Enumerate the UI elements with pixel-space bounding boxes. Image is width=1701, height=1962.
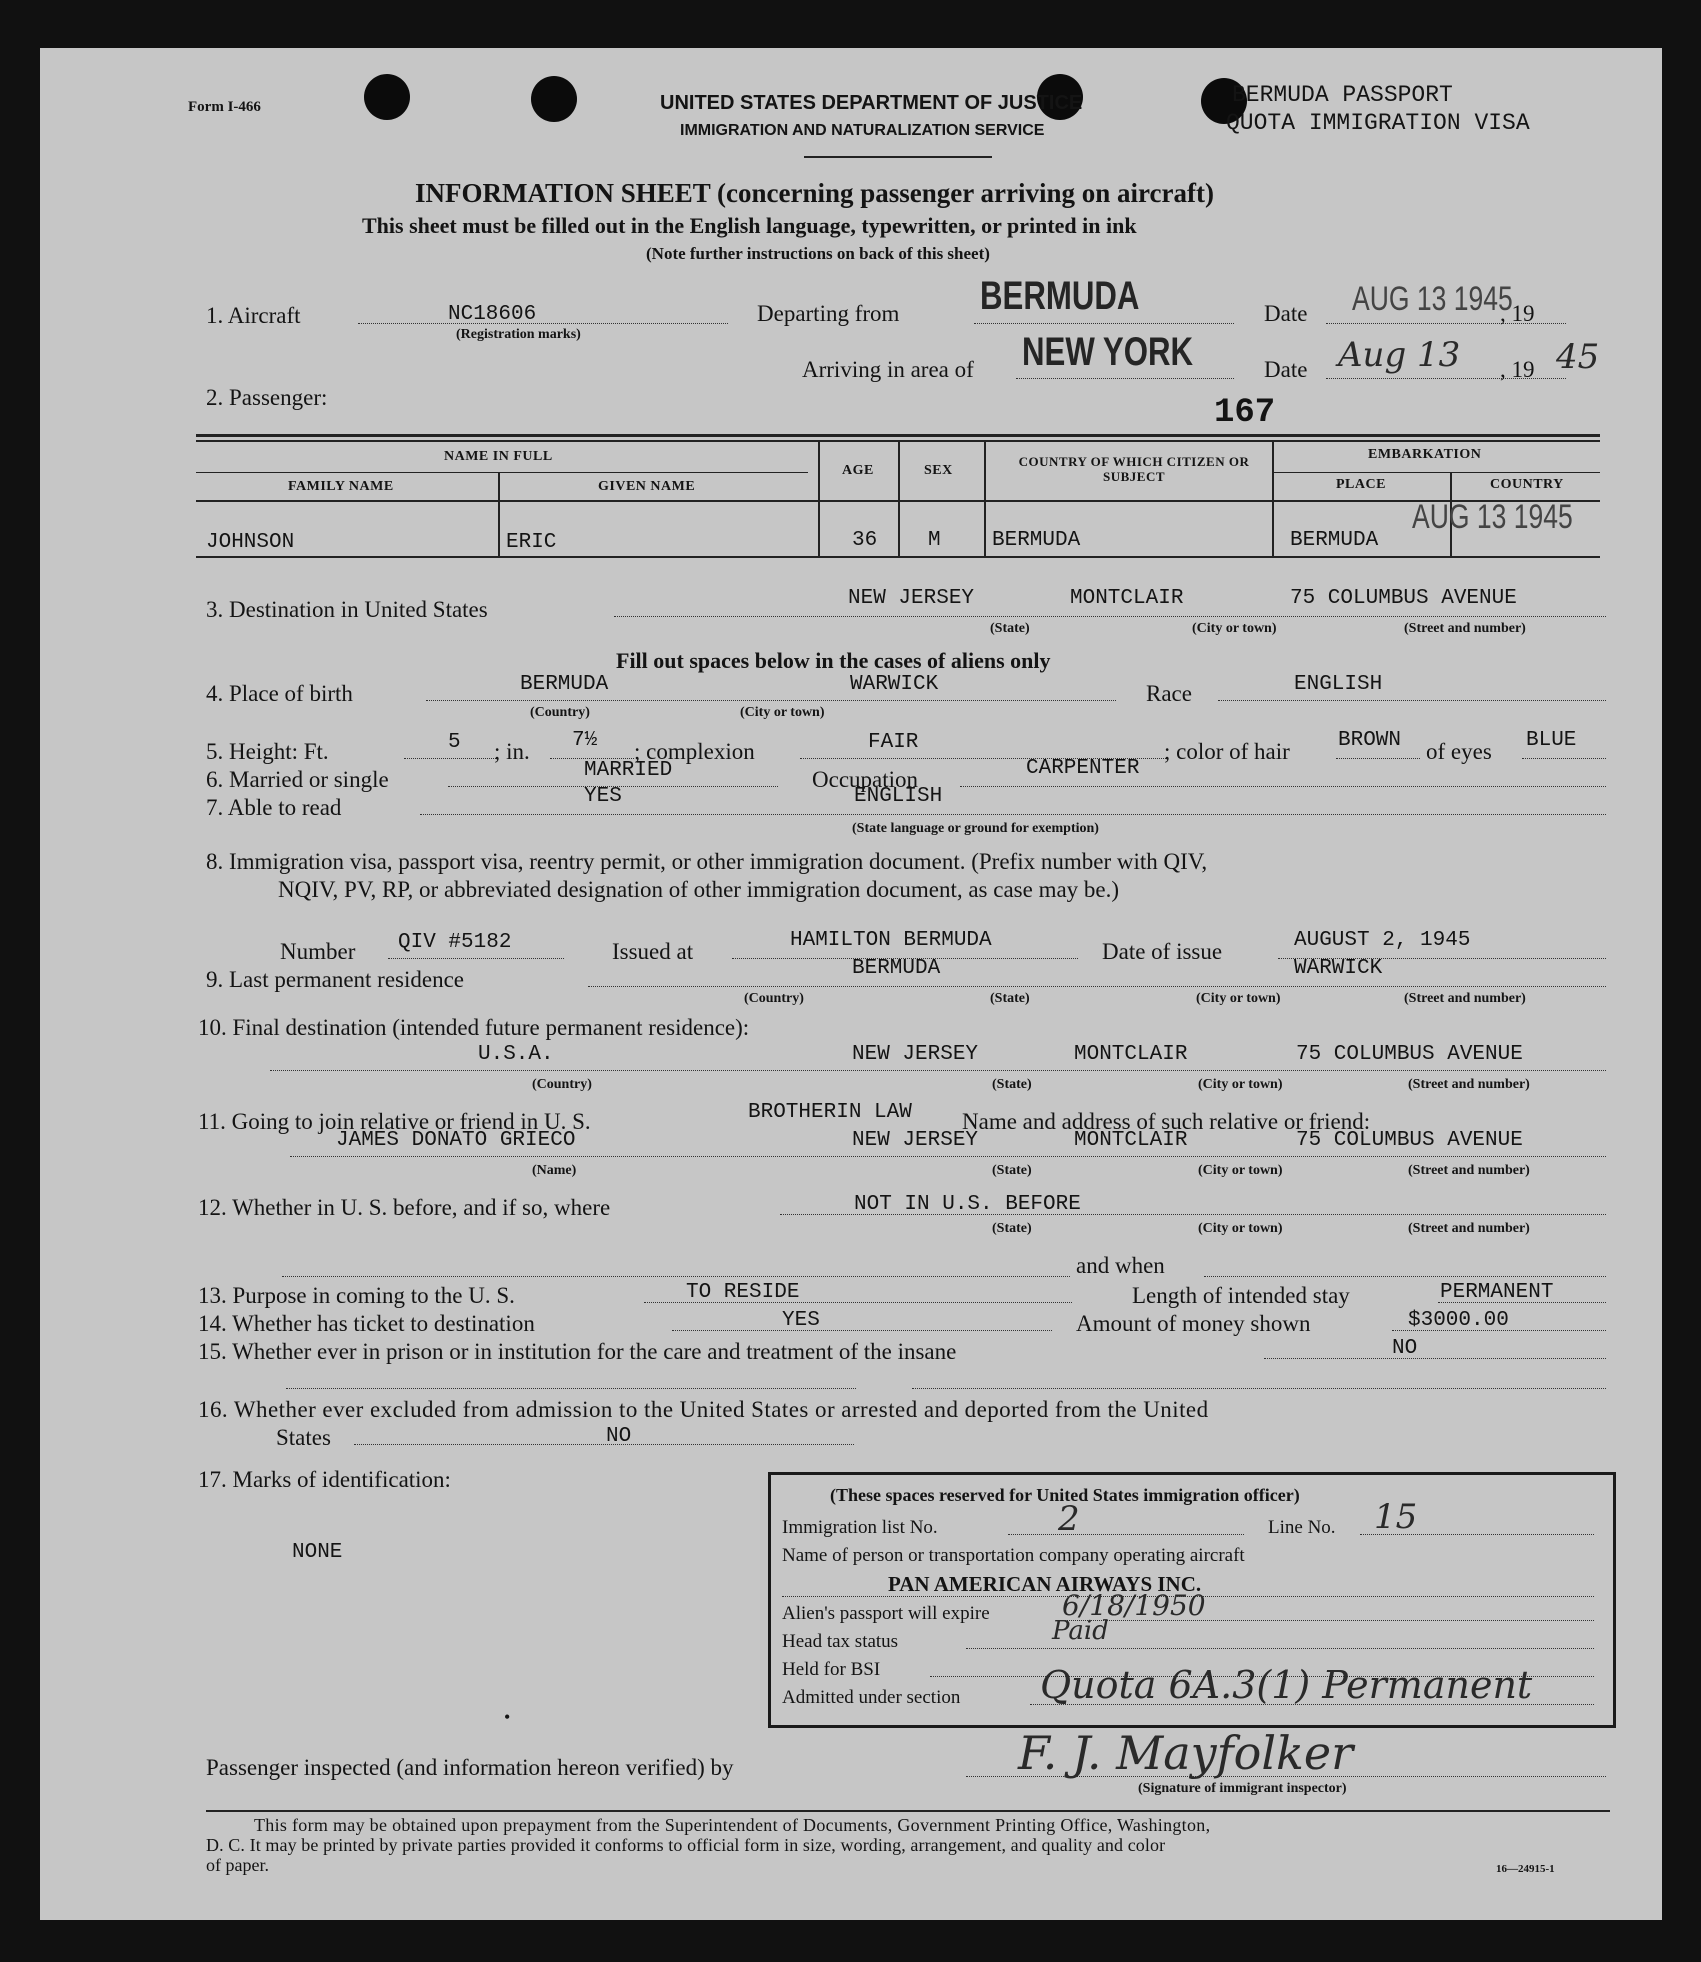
citizen-value: BERMUDA — [992, 529, 1081, 552]
birth-city: WARWICK — [850, 673, 939, 696]
marks-value: NONE — [292, 1541, 343, 1564]
aliens-only-heading: Fill out spaces below in the cases of aliens only — [616, 648, 1051, 673]
join-cap-city: (City or town) — [1198, 1163, 1283, 1178]
depart-date-suffix: , 19 — [1500, 301, 1535, 326]
birthplace-label: 4. Place of birth — [206, 681, 353, 706]
header-country-citizen: COUNTRY OF WHICH CITIZEN OR SUBJECT — [1018, 454, 1250, 484]
before-cap-city: (City or town) — [1198, 1221, 1283, 1236]
header-age: AGE — [842, 463, 874, 478]
height-ft-line — [404, 758, 496, 759]
inspector-signature: F. J. Mayfolker — [1018, 1726, 1354, 1780]
read-label: 7. Able to read — [206, 795, 342, 820]
before-cap-street: (Street and number) — [1408, 1221, 1530, 1236]
excluded-line — [354, 1444, 854, 1445]
embark-date-stamp: AUG 13 1945 — [1412, 498, 1573, 536]
table-sub-rule — [1272, 472, 1600, 473]
form-subtitle: This sheet must be filled out in the English language, typewritten, or printed in ink — [362, 213, 1137, 238]
residence-label: 9. Last permanent residence — [206, 967, 464, 992]
footer-line1: This form may be obtained upon prepayment from the Superintendent of Documents, Government Printing Office, Washington, — [254, 1815, 1211, 1835]
final-dest-cap-street: (Street and number) — [1408, 1077, 1530, 1092]
arrive-date-hw: Aug 13 — [1338, 335, 1461, 375]
destination-cap-street: (Street and number) — [1404, 621, 1526, 636]
height-in-label: ; in. — [494, 739, 530, 764]
final-dest-label: 10. Final destination (intended future permanent residence): — [198, 1015, 750, 1040]
before-when-line1 — [282, 1276, 1070, 1277]
complexion-value: FAIR — [868, 731, 919, 754]
destination-cap-state: (State) — [990, 621, 1030, 636]
arrive-year-prefix: , 19 — [1500, 357, 1535, 382]
footer-code: 16—24915-1 — [1496, 1863, 1555, 1875]
signature-caption: (Signature of immigrant inspector) — [1138, 1781, 1347, 1796]
list-no-label: Immigration list No. — [782, 1517, 938, 1538]
birth-country: BERMUDA — [520, 673, 609, 696]
line-no-label: Line No. — [1268, 1517, 1336, 1538]
height-label: 5. Height: Ft. — [206, 739, 329, 764]
birth-cap-country: (Country) — [530, 705, 590, 720]
company-label: Name of person or transportation company operating aircraft — [782, 1545, 1245, 1566]
hair-line — [1336, 758, 1420, 759]
service-name: IMMIGRATION AND NATURALIZATION SERVICE — [680, 122, 1045, 139]
visa-number-label: Number — [280, 939, 356, 964]
table-col-sep — [898, 440, 900, 556]
final-dest-line — [270, 1070, 1606, 1071]
table-top-rule — [196, 434, 1600, 437]
read-caption: (State language or ground for exemption) — [852, 821, 1099, 836]
table-col-sep — [984, 440, 986, 556]
join-cap-state: (State) — [992, 1163, 1032, 1178]
before-value: NOT IN U.S. BEFORE — [854, 1193, 1081, 1216]
passport-expire-label: Alien's passport will expire — [782, 1603, 990, 1624]
header-place: PLACE — [1336, 477, 1386, 492]
age-value: 36 — [852, 529, 878, 552]
officer-box-header: (These spaces reserved for United States immigration officer) — [830, 1485, 1300, 1505]
visa-number-line — [388, 958, 564, 959]
punch-hole — [364, 74, 410, 120]
footer-line3: of paper. — [206, 1855, 269, 1875]
sex-value: M — [928, 529, 941, 552]
passport-stamp-line2: QUOTA IMMIGRATION VISA — [1226, 110, 1530, 136]
depart-date-label: Date — [1264, 301, 1308, 326]
height-ft: 5 — [448, 731, 461, 754]
arrive-date-label: Date — [1264, 357, 1308, 382]
before-cap-state: (State) — [992, 1221, 1032, 1236]
destination-line — [614, 616, 1606, 617]
inspected-label: Passenger inspected (and information hereon verified) by — [206, 1755, 734, 1780]
table-bottom-rule — [196, 556, 1600, 558]
join-label-b: Name and address of such relative or friend: — [962, 1109, 1371, 1134]
birthplace-line — [426, 700, 1116, 701]
depart-date-stamp: AUG 13 1945 — [1352, 280, 1513, 318]
join-cap-street: (Street and number) — [1408, 1163, 1530, 1178]
arriving-value: NEW YORK — [1022, 330, 1194, 374]
list-no-hw: 2 — [1058, 1499, 1080, 1539]
marital-value: MARRIED — [584, 759, 673, 782]
marital-label: 6. Married or single — [206, 767, 389, 792]
ticket-label: 14. Whether has ticket to destination — [198, 1311, 535, 1336]
join-line — [290, 1156, 1606, 1157]
race-value: ENGLISH — [1294, 673, 1383, 696]
join-cap-name: (Name) — [532, 1163, 577, 1178]
number-stamp: 167 — [1214, 394, 1276, 432]
excluded-value: NO — [606, 1425, 632, 1448]
hair-label: ; color of hair — [1164, 739, 1290, 764]
join-city: MONTCLAIR — [1074, 1129, 1188, 1152]
form-title: INFORMATION SHEET (concerning passenger arriving on aircraft) — [415, 178, 1214, 208]
complexion-label: ; complexion — [634, 739, 755, 764]
destination-city: MONTCLAIR — [1070, 587, 1184, 610]
footer-line2: D. C. It may be printed by private parties provided it conforms to official form in size, wording, arrangement, and quality and color — [206, 1835, 1166, 1855]
join-state: NEW JERSEY — [852, 1129, 979, 1152]
destination-label: 3. Destination in United States — [206, 597, 488, 622]
final-dest-state: NEW JERSEY — [852, 1043, 979, 1066]
admitted-label: Admitted under section — [782, 1687, 961, 1708]
before-when-line2 — [1204, 1276, 1606, 1277]
footer-rule — [206, 1810, 1610, 1812]
final-dest-cap-city: (City or town) — [1198, 1077, 1283, 1092]
header-rule — [804, 156, 992, 158]
company-value: PAN AMERICAN AIRWAYS INC. — [888, 1572, 1202, 1596]
departing-label: Departing from — [757, 301, 900, 326]
department-name: UNITED STATES DEPARTMENT OF JUSTICE — [660, 92, 1083, 114]
arriving-label: Arriving in area of — [802, 357, 974, 382]
occupation-value: CARPENTER — [1026, 757, 1140, 780]
stay-label: Length of intended stay — [1132, 1283, 1350, 1308]
prison-extra-line1 — [286, 1388, 856, 1389]
passport-expire-hw: 6/18/1950 — [1062, 1589, 1206, 1622]
join-name: JAMES DONATO GRIECO — [336, 1129, 576, 1152]
final-dest-cap-country: (Country) — [532, 1077, 592, 1092]
table-col-sep — [818, 440, 820, 556]
money-value: $3000.00 — [1408, 1309, 1509, 1332]
form-number: Form I-466 — [188, 99, 261, 115]
table-col-sep — [498, 472, 500, 556]
read-language: ENGLISH — [854, 785, 943, 808]
final-dest-country: U.S.A. — [478, 1043, 554, 1066]
residence-country: BERMUDA — [852, 957, 941, 980]
family-name-value: JOHNSON — [206, 531, 295, 554]
final-dest-street: 75 COLUMBUS AVENUE — [1296, 1043, 1523, 1066]
visa-line2: NQIV, PV, RP, or abbreviated designation of other immigration document, as case may be.) — [278, 877, 1120, 902]
visa-line1: 8. Immigration visa, passport visa, reentry permit, or other immigration document. (Prefix number with QIV, — [206, 849, 1208, 874]
hair-value: BROWN — [1338, 729, 1402, 752]
occupation-label: Occupation — [812, 767, 919, 792]
visa-issued: HAMILTON BERMUDA — [790, 929, 992, 952]
table-col-sep — [1272, 440, 1274, 556]
residence-cap-street: (Street and number) — [1404, 991, 1526, 1006]
excluded-line1: 16. Whether ever excluded from admission to the United States or arrested and deported from the United — [198, 1397, 1209, 1422]
residence-line — [588, 986, 1606, 987]
height-in: 7½ — [572, 729, 598, 752]
purpose-value: TO RESIDE — [686, 1281, 800, 1304]
residence-cap-country: (Country) — [744, 991, 804, 1006]
departing-value: BERMUDA — [980, 274, 1140, 318]
bsi-label: Held for BSI — [782, 1659, 881, 1680]
header-embarkation: EMBARKATION — [1368, 447, 1482, 462]
join-relation: BROTHERIN LAW — [748, 1101, 912, 1124]
join-street: 75 COLUMBUS AVENUE — [1296, 1129, 1523, 1152]
visa-doi-label: Date of issue — [1102, 939, 1223, 964]
bullet-mark: • — [504, 1707, 511, 1727]
prison-line — [1264, 1358, 1606, 1359]
race-label: Race — [1146, 681, 1192, 706]
aircraft-value: NC18606 — [448, 303, 537, 326]
when-label: and when — [1076, 1253, 1165, 1278]
headtax-hw: Paid — [1052, 1616, 1109, 1646]
read-value: YES — [584, 785, 622, 808]
ticket-line — [672, 1330, 1052, 1331]
table-sub-rule — [196, 472, 808, 473]
admitted-hw: Quota 6A.3(1) Permanent — [1040, 1663, 1533, 1707]
aircraft-label: 1. Aircraft — [206, 303, 301, 328]
prison-label: 15. Whether ever in prison or in institution for the care and treatment of the insane — [198, 1339, 957, 1364]
birth-cap-city: (City or town) — [740, 705, 825, 720]
passport-stamp-line1: BERMUDA PASSPORT — [1232, 82, 1453, 108]
eyes-line — [1522, 758, 1606, 759]
visa-doi: AUGUST 2, 1945 — [1294, 929, 1471, 952]
eyes-value: BLUE — [1526, 729, 1577, 752]
destination-street: 75 COLUMBUS AVENUE — [1290, 587, 1517, 610]
header-name-in-full: NAME IN FULL — [444, 449, 553, 464]
given-name-value: ERIC — [506, 531, 557, 554]
destination-cap-city: (City or town) — [1192, 621, 1277, 636]
arriving-line — [1016, 378, 1234, 379]
occupation-line — [960, 786, 1606, 787]
prison-extra-line2 — [912, 1388, 1606, 1389]
before-label: 12. Whether in U. S. before, and if so, where — [198, 1195, 611, 1220]
form-note: (Note further instructions on back of this sheet) — [646, 244, 990, 263]
embark-place-value: BERMUDA — [1290, 529, 1379, 552]
final-dest-cap-state: (State) — [992, 1077, 1032, 1092]
excluded-line2: States — [276, 1425, 331, 1450]
aircraft-line — [358, 323, 728, 324]
visa-issued-label: Issued at — [612, 939, 694, 964]
header-family-name: FAMILY NAME — [288, 479, 394, 494]
final-dest-city: MONTCLAIR — [1074, 1043, 1188, 1066]
residence-street: WARWICK — [1294, 957, 1383, 980]
eyes-label: of eyes — [1426, 739, 1492, 764]
residence-cap-city: (City or town) — [1196, 991, 1281, 1006]
money-label: Amount of money shown — [1076, 1311, 1311, 1336]
arrive-year-hw: 45 — [1556, 337, 1600, 377]
visa-number: QIV #5182 — [398, 931, 512, 954]
punch-hole — [531, 76, 577, 122]
purpose-label: 13. Purpose in coming to the U. S. — [198, 1283, 515, 1308]
race-line — [1218, 700, 1606, 701]
ticket-value: YES — [782, 1309, 820, 1332]
residence-cap-state: (State) — [990, 991, 1030, 1006]
join-label: 11. Going to join relative or friend in U. S. — [198, 1109, 591, 1134]
header-sex: SEX — [924, 463, 953, 478]
aircraft-caption: (Registration marks) — [456, 327, 581, 342]
marks-label: 17. Marks of identification: — [198, 1467, 451, 1492]
stay-value: PERMANENT — [1440, 1281, 1554, 1304]
list-no-line — [1008, 1534, 1244, 1535]
passenger-label: 2. Passenger: — [206, 385, 328, 410]
line-no-hw: 15 — [1374, 1497, 1418, 1537]
header-country: COUNTRY — [1490, 477, 1564, 492]
headtax-line — [966, 1648, 1594, 1649]
headtax-label: Head tax status — [782, 1631, 899, 1652]
prison-value: NO — [1392, 1337, 1418, 1360]
destination-state: NEW JERSEY — [848, 587, 975, 610]
departing-line — [974, 323, 1234, 324]
header-given-name: GIVEN NAME — [598, 479, 696, 494]
read-line — [420, 814, 1606, 815]
